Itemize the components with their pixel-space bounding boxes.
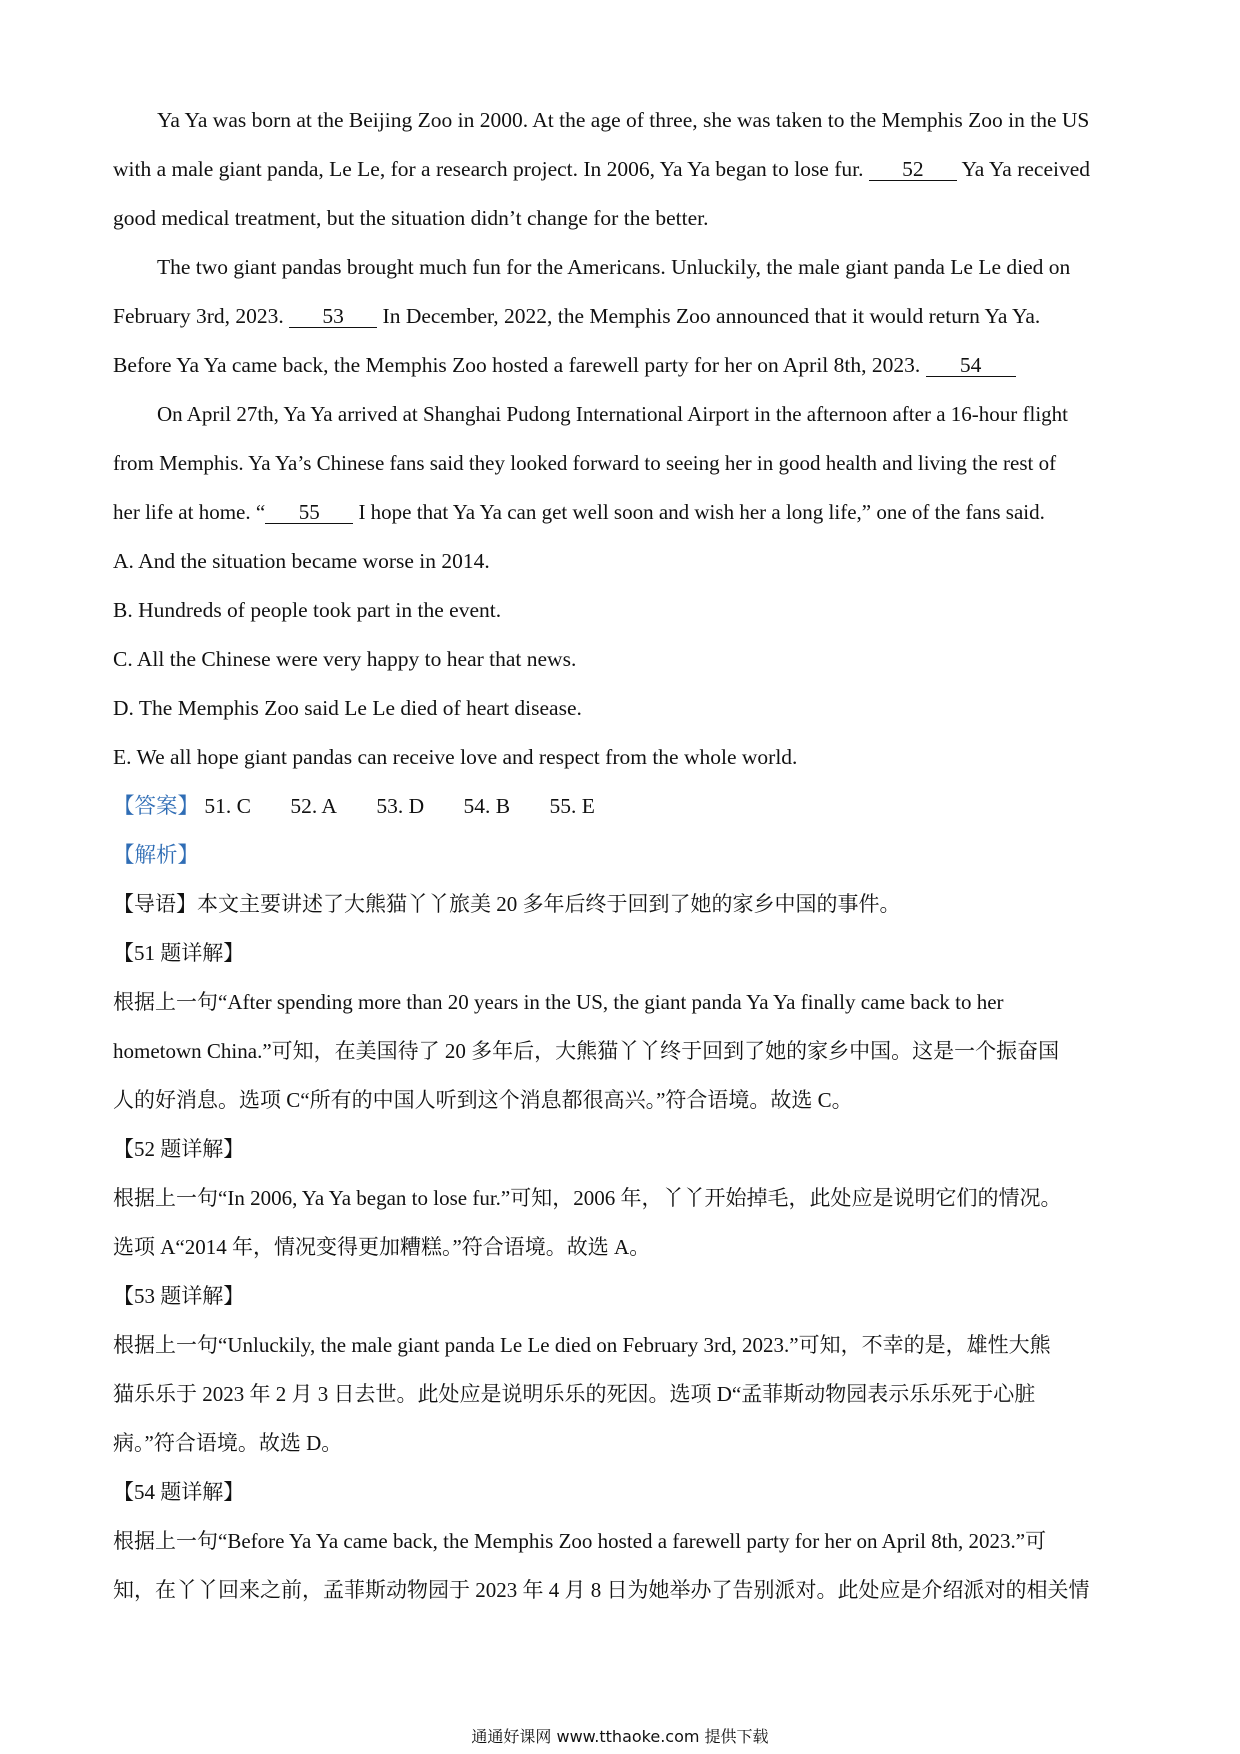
passage-p2-line3 [113,341,1133,390]
passage-p1-line2 [113,145,1133,194]
answer-line [113,782,1133,831]
q51-title: 【51 题详解】 [113,941,245,965]
option-c: C. All the Chinese were very happy to hear that news. [113,647,577,671]
text-span: Ya Ya received [961,157,1091,181]
q53-line1: 根据上一句“Unluckily, the male giant panda Le Le died on February 3rd, 2023.”可知，不幸的是，雄性大熊 [113,1333,1051,1357]
text-span: her life at home. “ [113,500,266,524]
option-e: E. We all hope giant pandas can receive love and respect from the whole world. [113,745,798,769]
intro-line: 【导语】本文主要讲述了大熊猫丫丫旅美 20 多年后终于回到了她的家乡中国的事件。 [113,892,901,916]
text-span: On April 27th, Ya Ya arrived at Shanghai Pudong International Airport in the afternoon after a 16-hour flight [157,402,1068,426]
analysis-label: 【解析】 [113,843,200,867]
blank-54: 54 [926,354,1016,377]
q52-line1: 根据上一句“In 2006, Ya Ya began to lose fur.”可知，2006 年，丫丫开始掉毛，此处应是说明它们的情况。 [113,1186,1062,1210]
answer-item: 51. C [204,794,251,818]
text-span: February 3rd, 2023. [113,304,284,328]
passage-p2-line1 [113,243,1133,292]
q51-line2: hometown China.”可知，在美国待了 20 多年后，大熊猫丫丫终于回到了她的家乡中国。这是一个振奋国 [113,1039,1060,1063]
option-b: B. Hundreds of people took part in the event. [113,598,502,622]
blank-52: 52 [869,158,957,181]
option-a: A. And the situation became worse in 2014. [113,549,490,573]
answer-item: 55. E [549,794,595,818]
passage-p3-line3 [113,488,1133,537]
passage-p2-line2 [113,292,1133,341]
text-span: Before Ya Ya came back, the Memphis Zoo hosted a farewell party for her on April 8th, 2023. [113,353,921,377]
q53-title: 【53 题详解】 [113,1284,245,1308]
answer-item: 53. D [376,794,425,818]
passage-p3-line2 [113,439,1133,488]
answer-item: 52. A [290,794,337,818]
passage-p3-line1 [113,390,1133,439]
q54-line2: 知，在丫丫回来之前，孟菲斯动物园于 2023 年 4 月 8 日为她举办了告别派对。此处应是介绍派对的相关情 [113,1578,1090,1602]
q53-line2: 猫乐乐于 2023 年 2 月 3 日去世。此处应是说明乐乐的死因。选项 D“孟菲斯动物园表示乐乐死于心脏 [113,1382,1036,1406]
q52-line2: 选项 A“2014 年，情况变得更加糟糕。”符合语境。故选 A。 [113,1235,651,1259]
answer-label: 【答案】 [113,794,200,818]
option-d: D. The Memphis Zoo said Le Le died of heart disease. [113,696,582,720]
text-span: with a male giant panda, Le Le, for a research project. In 2006, Ya Ya began to lose fur. [113,157,864,181]
q51-line1: 根据上一句“After spending more than 20 years in the US, the giant panda Ya Ya finally came back to her [113,990,1004,1014]
q53-line3: 病。”符合语境。故选 D。 [113,1431,343,1455]
text-span: In December, 2022, the Memphis Zoo announced that it would return Ya Ya. [382,304,1041,328]
q52-title: 【52 题详解】 [113,1137,245,1161]
q54-title: 【54 题详解】 [113,1480,245,1504]
q51-line3: 人的好消息。选项 C“所有的中国人听到这个消息都很高兴。”符合语境。故选 C。 [113,1088,853,1112]
passage-p1-line1 [113,96,1133,145]
text-span: The two giant pandas brought much fun for the Americans. Unluckily, the male giant panda Le Le died on [157,255,1071,279]
text-span: good medical treatment, but the situation didn’t change for the better. [113,206,709,230]
passage-p1-line3 [113,194,1133,243]
blank-53: 53 [289,305,377,328]
text-span: I hope that Ya Ya can get well soon and wish her a long life,” one of the fans said. [358,500,1045,524]
page-footer: 通通好课网 www.tthaoke.com 提供下载 [471,1727,769,1746]
document-page [113,96,1133,1615]
blank-55: 55 [265,501,353,524]
text-span: Ya Ya was born at the Beijing Zoo in 2000. At the age of three, she was taken to the Memphis Zoo in the US [157,108,1090,132]
text-span: from Memphis. Ya Ya’s Chinese fans said they looked forward to seeing her in good health and living the rest of [113,451,1057,475]
answer-item: 54. B [463,794,511,818]
q54-line1: 根据上一句“Before Ya Ya came back, the Memphis Zoo hosted a farewell party for her on April 8th, 2023.”可 [113,1529,1047,1553]
